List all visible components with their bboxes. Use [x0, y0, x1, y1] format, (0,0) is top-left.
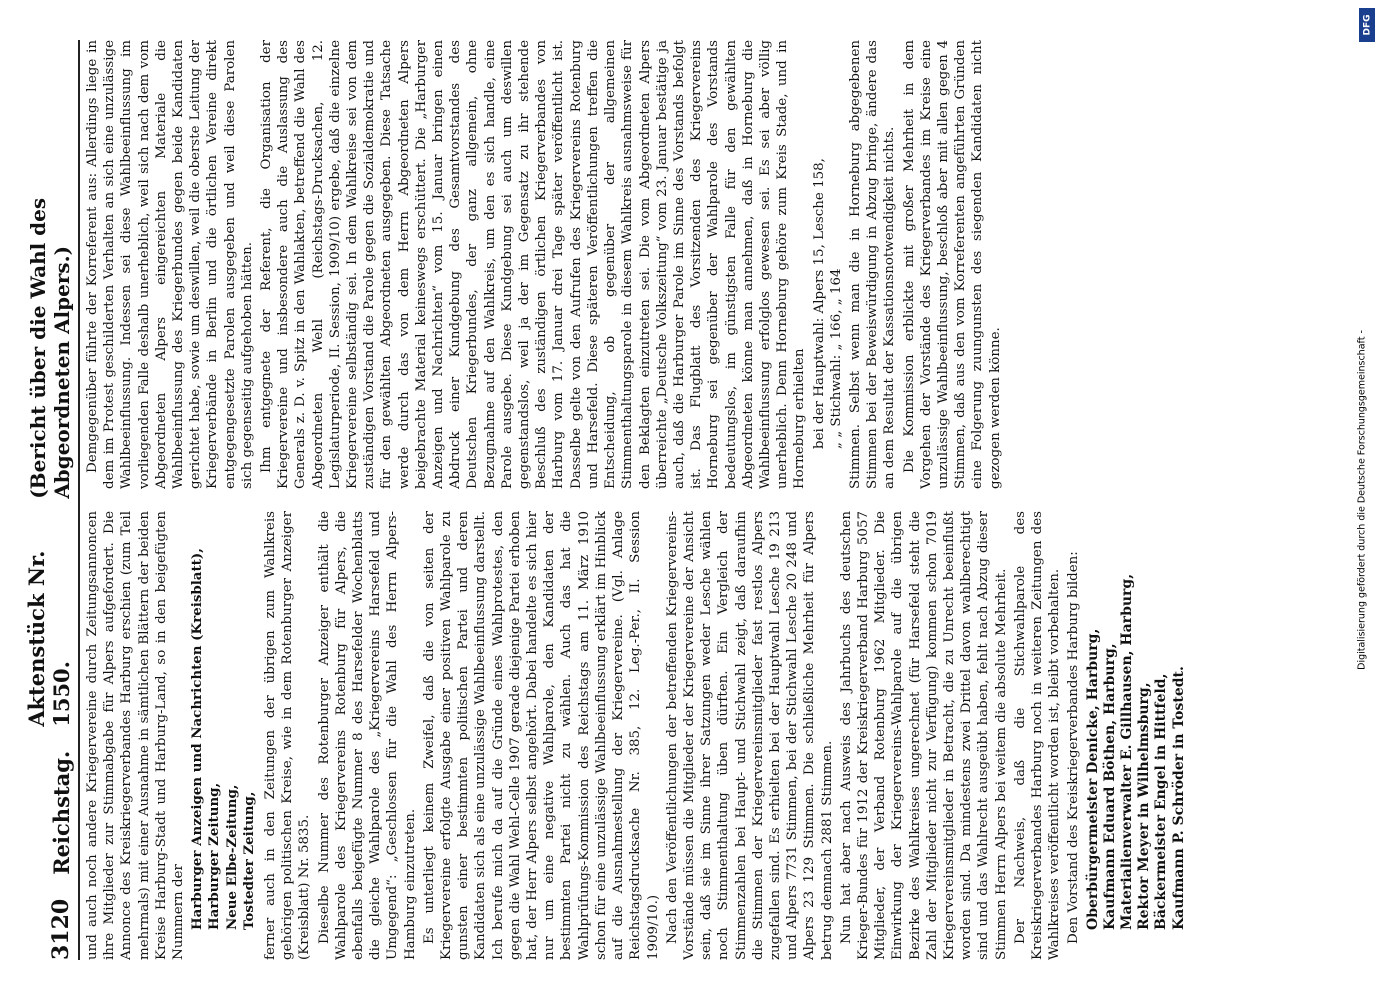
page-title: (Bericht über die Wahl des Abgeordneten Alpers.) — [25, 197, 74, 499]
signatory: Kaufmann Eduard Böthen, Harburg, — [1101, 643, 1118, 930]
list-item: Tostedter Zeitung, — [240, 791, 257, 930]
paragraph: Stimmen. Selbst wenn man die in Horneburg abgegebenen Stimmen bei der Beweiswürdigung in Abzug bringe, ändere das an dem Resultat der Kassationsnotwendigkeit nichts. — [847, 40, 897, 489]
dfg-logo-text: DFG — [1362, 14, 1373, 36]
list-item: Harburger Zeitung, — [205, 782, 222, 930]
paragraph: Nun hat aber nach Ausweis des Jahrbuchs des deutschen Krieger-Bundes für 1912 der Kreiskriegerverband Harburg 5057 Mitglieder, der Verband Rotenburg 1962 Mitglieder. Die Einwirkung der Kriegervereins-Wahlparole auf die übrigen Bezirke des Wahlkreises ungerechnet (für Harsefeld steht die Zahl der Mitglieder nicht zur Verfügung) kommen schon 7019 Kriegervereinsmitglieder in Betracht, die zu Unrecht beeinflußt worden sind. Da mindestens zwei Drittel davon wahlberechtigt sind und das Wahlrecht ausgeübt haben, fehlt nach Abzug dieser Stimmen Herrn Alpers bei weitem die absolute Mehrheit. — [838, 511, 1009, 960]
paragraph: Dieselbe Nummer des Rotenburger Anzeiger enthält die Wahlparole des Kriegervereins Rotenburg für Alpers, die ebenfalls beigefügte Nummer 8 des Harsefelder Wochenblatts die gleiche Wahlparole des „Kriegervereins Harsefeld und Umgegend“: „Geschlossen für die Wahl des Herrn Alpers-Hamburg einzutreten. — [316, 511, 418, 960]
paragraph: Die Kommission erblickte mit großer Mehrheit in dem Vorgehen der Vorstände des Kriegerverbandes im Kreise eine unzulässige Wahlbeeinflussung, beschloß aber mit allen gegen 4 Stimmen, daß aus den vom Korreferenten angeführten Gründen eine Folgerung zuungunsten des siegenden Kandidaten nicht gezogen werden könne. — [901, 40, 1003, 489]
signatory: Rektor Meyer in Wilhelmsburg, — [1135, 682, 1152, 930]
page-header — [23, 40, 80, 960]
rotated-page — [22, 30, 1362, 970]
signatory: Bäckermeister Engel in Hittfeld, — [1152, 673, 1169, 930]
digitization-credit — [1347, 10, 1377, 990]
signatory: Materialienverwalter E. Gillhausen, Harburg, — [1118, 573, 1135, 930]
left-column — [84, 511, 1352, 960]
paragraph: Den Vorstand des Kreiskriegerverbandes Harburg bilden: — [1065, 551, 1081, 944]
signatory: Oberbürgermeister Denicke, Harburg, — [1084, 628, 1101, 930]
vote-line: bei der Hauptwahl: Alpers 15, Lesche 158, — [811, 158, 827, 449]
signatory-list — [1084, 511, 1187, 930]
vote-line: „ „ Stichwahl: „ 166, „ 164 — [828, 268, 844, 449]
paragraph: Nach den Veröffentlichungen der betreffenden Kriegervereins-Vorstände müssen die Mitglieder der Kriegervereine der Ansicht sein, daß sie im Sinne ihrer Satzungen weder Lesche wählen noch Stimmenthaltung üben dürften. Ein Vergleich der Stimmenzahlen bei Haupt- und Stichwahl zeigt, daß daraufhin die Stimmen der Kriegervereinsmitglieder fast restlos Alpers zugefallen sind. Es erhielten bei der Hauptwahl Lesche 19 213 und Alpers 7731 Stimmen, bei der Stichwahl Lesche 20 248 und Alpers 23 129 Stimmen. Die schließliche Mehrheit für Alpers betrug demnach 2881 Stimmen. — [664, 511, 835, 960]
paragraph: Ihm entgegnete der Referent, die Organisation der Kriegervereine und insbesondere auch die Auslassung des Generals z. D. v. Spitz in den Wahlakten, betreffend die Wahl des Abgeordneten Wehl (Reichstags-Drucksachen, 12. Legislaturperiode, II. Session, 1909/10) ergebe, daß die einzelne Kriegervereine selbständig sei. In dem Wahlkreise sei von dem zuständigen Vorstand die Parole gegen die Sozialdemokratie und für den gewählten Abgeordneten ausgegeben. Diese Tatsache werde durch das von dem Herrn Abgeordneten Alpers beigebrachte Material keineswegs erschüttert. Die „Harburger Anzeigen und Nachrichten“ vom 15. Januar bringen einen Abdruck einer Kundgebung des Gesamtvorstandes des Deutschen Kriegerbundes, der ganz allgemein, ohne Bezugnahme auf den Wahlkreis, um den es sich handle, eine Parole ausgebe. Diese Kundgebung sei auch um deswillen gegenstandslos, weil ja der im Gegensatz zu ihr stehende Beschluß des zuständigen örtlichen Kriegerverbandes von Harburg vom 17. Januar drei Tage später veröffentlicht ist. Dasselbe gelte von den Aufrufen des Kriegervereins Rotenburg und Harsefeld. Diese späteren Veröffentlichungen treffen die Entscheidung, ob gegenüber der allgemeinen Stimmenthaltungsparole in diesem Wahlkreis ausnahmsweise für den Beklagten einzutreten sei. Die vom Abgeordneten Alpers überreichte „Deutsche Volkszeitung“ vom 23. Januar bestätige ja auch, daß die Harburger Parole im Sinne des Vorstands befolgt ist. Das Flugblatt des Vorsitzenden des Kriegervereins Horneburg sei gegenüber der Wahlparole des Vorstands bedeutungslos, im günstigsten Falle für den gewählten Abgeordneten könne man annehmen, daß in Horneburg die Wahlbeeinflussung erfolglos gewesen sei. Es sei aber völlig unerheblich. Denn Horneburg gehöre zum Kreis Stade, und in Horneburg erhielten — [258, 40, 807, 489]
signatory: Kaufmann P. Schröder in Tostedt. — [1170, 666, 1187, 930]
paragraph: Der Nachweis, daß die Stichwahlparole des Kreiskriegerverbandes Harburg noch in weiteren Zeitungen des Wahlkreises veröffentlicht worden ist, bleibt vorbehalten. — [1012, 511, 1062, 960]
paragraph: Es unterliegt keinem Zweifel, daß die von seiten der Kriegervereine erfolgte Ausgabe einer positiven Wahlparole zu gunsten einer bestimmten politischen Partei und deren Kandidaten sich als eine unzulässige Wahlbeeinflussung darstellt. Ich berufe mich da auf die Gründe eines Wahlprotestes, den gegen die Wahl Wehl-Celle 1907 gerade diejenige Partei erhoben hat, der Herr Alpers selbst angehört. Dabei handelte es sich hier nur um eine negative Wahlparole, den Kandidaten der bestimmten Partei nicht zu wählen. Auch das hat die Wahlprüfungs-Kommission des Reichstags am 11. März 1910 schon für eine unzulässige Wahlbeeinflussung erklärt im Hinblick auf die Ausnahmestellung der Kriegervereine. (Vgl. Anlage Reichstagsdrucksache Nr. 385, 12. Leg.-Per., II. Session 1909/10.) — [421, 511, 660, 960]
list-item: Neue Elbe-Zeitung, — [223, 784, 240, 930]
newspaper-list — [189, 511, 258, 930]
dfg-logo-icon — [1359, 8, 1375, 42]
document-label: Aktenstück Nr. 1550. — [23, 550, 74, 727]
list-item: Harburger Anzeigen und Nachrichten (Kreisblatt), — [188, 548, 205, 930]
paragraph: und auch noch andere Kriegervereine durch Zeitungsannoncen ihre Mitglieder zur Stimmabgabe für Alpers aufgefordert. Die Annonce des Kreiskriegerverbandes Harburg erschien (zum Teil mehrmals) mit einer Ausnahme in sämtlichen Blättern der beiden Kreise Harburg-Stadt und Harburg-Land, so in den beigefügten Nummern der — [84, 511, 186, 960]
paragraph: ferner auch in den Zeitungen der übrigen zum Wahlkreis gehörigen politischen Kreise, wie in dem Rotenburger Anzeiger (Kreisblatt) Nr. 5835. — [262, 511, 312, 960]
credit-text: Digitalisierung gefördert durch die Deutsche Forschungsgemeinschaft - — [1356, 330, 1368, 670]
section-label: Reichstag. — [48, 750, 74, 875]
right-column — [84, 40, 1352, 489]
vote-counts — [810, 40, 844, 449]
text-columns — [84, 40, 1352, 960]
page-number: 3120 — [47, 898, 74, 960]
paragraph: Demgegenüber führte der Korreferent aus: Allerdings liege in dem im Protest geschilderten Verhalten an sich eine unzulässige Wahlbeeinflussung. Indessen sei diese Wahlbeeinflussung im vorliegenden Falle deshalb unerheblich, weil sich nach dem vom Abgeordneten Alpers eingereichten Materiale die Wahlbeeinflussung des Kriegerbundes gegen beide Kandidaten gerichtet habe, sowie um deswillen, weil die oberste Leitung der Kriegerverbände in Berlin und die örtlichen Vereine direkt entgegengesetzte Parolen ausgegeben und weil diese Parolen sich gegenseitig aufgehoben hätten. — [84, 40, 255, 489]
